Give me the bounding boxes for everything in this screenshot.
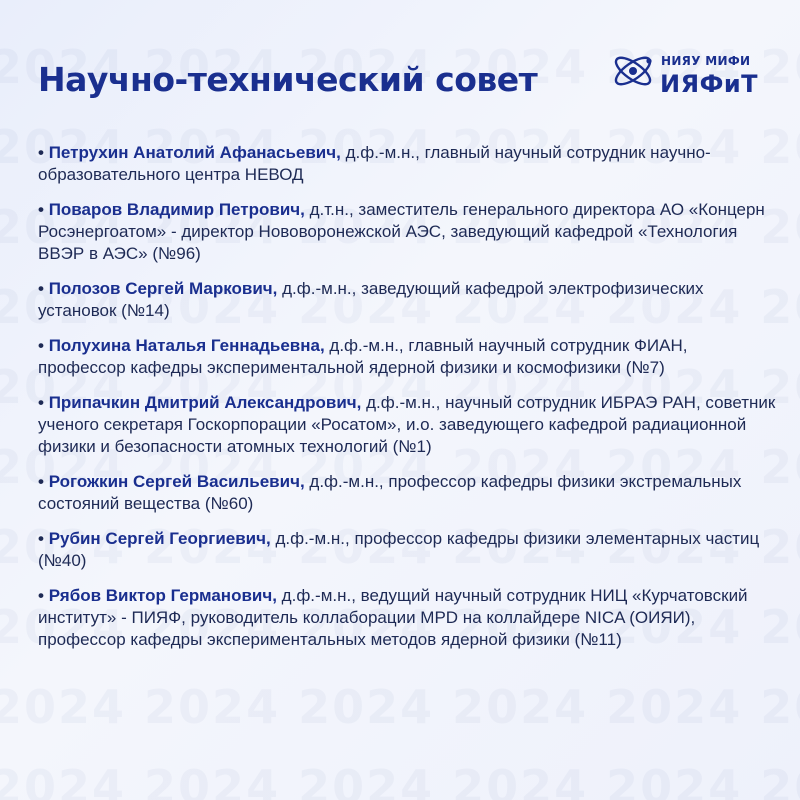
member-name: Петрухин Анатолий Афанасьевич,	[48, 143, 341, 162]
member-item	[38, 335, 778, 379]
member-name: Полухина Наталья Геннадьевна,	[48, 336, 325, 355]
member-item	[38, 392, 778, 458]
bullet: •	[38, 143, 44, 162]
member-description: д.ф.-м.н., научный сотрудник ИБРАЭ РАН, советник ученого секретаря Госкорпорации «Росатом», и.о. заведующего кафедрой радиационной физики и безопасности атомных технологий (№1)	[38, 393, 776, 456]
member-name: Припачкин Дмитрий Александрович,	[48, 393, 362, 412]
watermark-row	[0, 680, 800, 734]
watermark-row	[0, 760, 800, 800]
member-name: Рогожкин Сергей Васильевич,	[48, 472, 305, 491]
member-description: д.ф.-м.н., профессор кафедры физики элементарных частиц (№40)	[38, 529, 760, 570]
bullet: •	[38, 393, 44, 412]
member-name: Рябов Виктор Германович,	[48, 586, 277, 605]
bullet: •	[38, 529, 44, 548]
bullet: •	[38, 200, 44, 219]
bullet: •	[38, 336, 44, 355]
member-item	[38, 199, 778, 265]
atom-icon	[610, 48, 656, 94]
member-name: Поваров Владимир Петрович,	[48, 200, 305, 219]
bullet: •	[38, 472, 44, 491]
member-name: Полозов Сергей Маркович,	[48, 279, 278, 298]
logo	[610, 46, 780, 108]
page-title: Научно-технический совет	[38, 60, 538, 99]
bullet: •	[38, 279, 44, 298]
member-description: д.ф.-м.н., главный научный сотрудник ФИАН, профессор кафедры экспериментальной ядерной физики и космофизики (№7)	[38, 336, 688, 377]
header	[38, 60, 537, 99]
member-description: д.т.н., заместитель генерального директора АО «Концерн Росэнергоатом» - директор Нововоронежской АЭС, заведующий кафедрой «Технология ВВЭР в АЭС» (№96)	[38, 200, 765, 263]
logo-org-name: НИЯУ МИФИ	[661, 54, 751, 68]
member-description: д.ф.-м.н., главный научный сотрудник научно-образовательного центра НЕВОД	[38, 143, 711, 184]
member-description: д.ф.-м.н., профессор кафедры физики экстремальных состояний вещества (№60)	[38, 472, 742, 513]
member-item	[38, 528, 778, 572]
member-name: Рубин Сергей Георгиевич,	[48, 529, 271, 548]
member-item	[38, 585, 778, 651]
logo-institute-name: ИЯФиТ	[660, 70, 759, 98]
council-members-list	[38, 142, 778, 664]
member-item	[38, 471, 778, 515]
member-item	[38, 278, 778, 322]
member-item	[38, 142, 778, 186]
bullet: •	[38, 586, 44, 605]
member-description: д.ф.-м.н., заведующий кафедрой электрофизических установок (№14)	[38, 279, 704, 320]
member-description: д.ф.-м.н., ведущий научный сотрудник НИЦ «Курчатовский институт» - ПИЯФ, руководитель коллаборации MPD на коллайдере NICA (ОИЯИ), профессор кафедры экспериментальных методов ядерной физики (№11)	[38, 586, 748, 649]
